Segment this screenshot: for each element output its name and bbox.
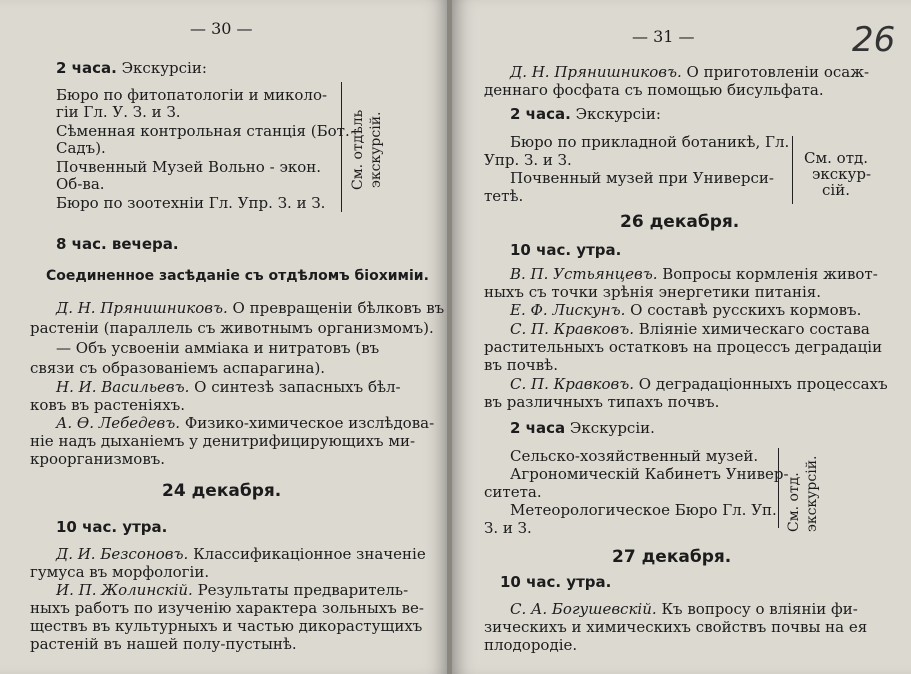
- talk-line: въ почвѣ.: [484, 356, 558, 374]
- talk-line: въ различныхъ типахъ почвъ.: [484, 393, 720, 411]
- excursion-brace: [778, 448, 779, 528]
- talk-line: растительныхъ остатковъ на процессъ деградаціи: [484, 338, 883, 356]
- excursion-item: Бюро по прикладной ботаникѣ, Гл.: [510, 133, 790, 151]
- excursion-item: Почвенный Музей Вольно - экон.: [56, 158, 322, 176]
- talk-entry: [56, 415, 434, 432]
- talk-title: Результаты предваритель-: [197, 581, 409, 599]
- talk-title: Вопросы кормленія живот-: [662, 265, 878, 283]
- side-note: сій.: [822, 181, 850, 199]
- excursion-label: Экскурсіи:: [121, 59, 207, 77]
- morning-time: 10 час. утра.: [500, 573, 612, 591]
- talk-entry: [510, 601, 858, 618]
- talk-line: деннаго фосфата съ помощью бисульфата.: [484, 81, 824, 99]
- date-heading: 27 декабря.: [612, 547, 732, 567]
- excursion-item: Агрономическій Кабинетъ Универ-: [510, 465, 789, 483]
- author: И. П. Жолинскій.: [56, 581, 193, 599]
- excursion-item: Упр. З. и З.: [484, 151, 572, 169]
- page-number-right: — 31 —: [632, 27, 695, 46]
- morning-time: 10 час. утра.: [510, 241, 622, 259]
- left-page: [0, 0, 450, 674]
- talk-title: О синтезѣ запасныхъ бѣл-: [194, 378, 401, 396]
- talk-entry: [510, 266, 878, 283]
- author: Н. И. Васильевъ.: [56, 378, 190, 396]
- talk-line: связи съ образованіемъ аспарагина).: [30, 359, 326, 377]
- talk-entry: [56, 379, 401, 396]
- excursion-brace: [341, 82, 342, 212]
- page-number-left: — 30 —: [190, 19, 253, 38]
- author: С. П. Кравковъ.: [510, 375, 634, 393]
- talk-title: О превращеніи бѣлковъ въ: [232, 299, 445, 317]
- excursion-item: Бюро по зоотехніи Гл. Упр. З. и З.: [56, 194, 326, 212]
- excursion-label: Экскурсіи.: [569, 419, 655, 437]
- excursion-line: [56, 60, 207, 77]
- side-note: экскурсій.: [368, 111, 384, 188]
- side-note: экскурсій.: [804, 455, 820, 532]
- author: Д. Н. Прянишниковъ.: [56, 299, 228, 317]
- date-heading: 24 декабря.: [162, 481, 282, 501]
- side-note: См. отдѣль: [350, 109, 366, 190]
- excursion-line: [510, 420, 655, 437]
- excursion-item: Сельско-хозяйственный музей.: [510, 447, 759, 465]
- excursion-item: Об-ва.: [56, 175, 105, 193]
- talk-entry: [56, 582, 408, 599]
- side-note: См. отд.: [786, 472, 802, 532]
- talk-line: ныхъ съ точки зрѣнія энергетики питанія.: [484, 283, 821, 301]
- author: С. П. Кравковъ.: [510, 320, 634, 338]
- talk-line: растеніи (параллель съ животнымъ организмомъ).: [30, 319, 434, 337]
- talk-line: гумуса въ морфологіи.: [30, 563, 210, 581]
- talk-entry: [510, 376, 888, 393]
- excursion-label: Экскурсіи:: [575, 105, 661, 123]
- excursion-brace: [792, 136, 793, 204]
- excursion-item: Садъ).: [56, 139, 106, 157]
- author: В. П. Устьянцевъ.: [510, 265, 658, 283]
- excursion-line: [510, 106, 661, 123]
- excursion-item: Бюро по фитопатологіи и миколо-: [56, 86, 328, 104]
- joint-session-heading: Соединенное засѣданіе съ отдѣломъ біохиміи.: [46, 268, 429, 284]
- right-page: [452, 0, 911, 674]
- excursion-item: тетѣ.: [484, 187, 524, 205]
- talk-line: зическихъ и химическихъ свойствъ почвы на ея: [484, 618, 868, 636]
- talk-line: плодородіе.: [484, 636, 578, 654]
- author: С. А. Богушевскій.: [510, 600, 657, 618]
- talk-title: О деградаціонныхъ процессахъ: [638, 375, 888, 393]
- handwritten-number: 26: [852, 20, 896, 60]
- excursion-item: З. и З.: [484, 519, 532, 537]
- talk-entry: [56, 546, 426, 563]
- author: А. Ѳ. Лебедевъ.: [56, 414, 181, 432]
- talk-entry: [510, 302, 861, 319]
- excursion-item: ситета.: [484, 483, 542, 501]
- talk-entry: [510, 64, 869, 81]
- side-note: экскур-: [812, 165, 872, 183]
- excursion-item: Сѣменная контрольная станція (Бот.: [56, 122, 350, 140]
- evening-time: 8 час. вечера.: [56, 235, 179, 253]
- talk-entry: [56, 300, 444, 317]
- talk-line: ществъ въ культурныхъ и частью дикорастущихъ: [30, 617, 423, 635]
- talk-line: растеній въ нашей полу-пустынѣ.: [30, 635, 297, 653]
- talk-line: ковъ въ растеніяхъ.: [30, 396, 186, 414]
- talk-title: О приготовленіи осаж-: [686, 63, 870, 81]
- excursion-time: 2 часа.: [510, 105, 571, 123]
- talk-title: О составѣ русскихъ кормовъ.: [630, 301, 862, 319]
- morning-time: 10 час. утра.: [56, 518, 168, 536]
- talk-line: — Объ усвоеніи аммiака и нитратовъ (въ: [56, 339, 380, 357]
- talk-entry: [510, 321, 870, 338]
- talk-line: ніе надъ дыханіемъ у денитрифицирующихъ ми-: [30, 432, 416, 450]
- excursion-time: 2 часа.: [56, 59, 117, 77]
- excursion-time: 2 часа: [510, 419, 566, 437]
- talk-title: Вліяніе химическаго состава: [638, 320, 870, 338]
- talk-title: Физико-химическое изслѣдова-: [184, 414, 435, 432]
- excursion-item: Метеорологическое Бюро Гл. Уп.: [510, 501, 777, 519]
- talk-line: ныхъ работъ по изученію характера зольныхъ ве-: [30, 599, 424, 617]
- excursion-item: гіи Гл. У. З. и З.: [56, 103, 181, 121]
- author: Д. И. Безсоновъ.: [56, 545, 189, 563]
- talk-title: Къ вопросу о вліяніи фи-: [661, 600, 858, 618]
- excursion-item: Почвенный музей при Универси-: [510, 169, 774, 187]
- date-heading: 26 декабря.: [620, 212, 740, 232]
- side-note: См. отд.: [804, 149, 869, 167]
- author: Е. Ф. Лискунъ.: [510, 301, 626, 319]
- talk-title: Классификаціонное значеніе: [193, 545, 426, 563]
- talk-line: кроорганизмовъ.: [30, 450, 166, 468]
- author: Д. Н. Прянишниковъ.: [510, 63, 682, 81]
